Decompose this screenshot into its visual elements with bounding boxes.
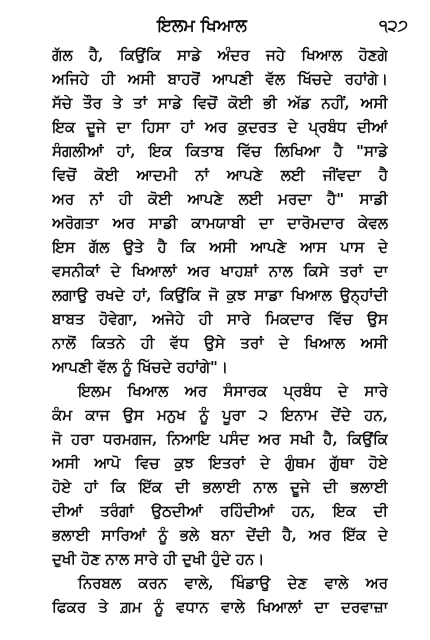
text-line: ਅਸੀ ਆਪੋ ਵਿਚ ਕੁਝ ਇਤਰਾਂ ਦੇ ਗੁੰਥਮ ਗੁੱਥਾ ਹੋਏ xyxy=(52,454,388,472)
running-title: ਇਲਮ ਖਿਆਲ xyxy=(157,16,247,36)
body-text xyxy=(52,43,388,619)
text-line: ਆਪਣੀ ਵੱਲ ਨੂੰ ਖਿੱਚਦੇ ਰਹਾਂਗੇ"। xyxy=(52,358,228,376)
text-line: ਕੰਮ ਕਾਜ ਉਸ ਮਨੁਖ ਨੂੰ ਪੂਰਾ ੨ ਇਨਾਮ ਦੇਂਦੇ ਹਨ, xyxy=(52,406,388,424)
page-header xyxy=(0,14,430,40)
text-line: ਦੀਆਂ ਤਰੰਗਾਂ ਉਠਦੀਆਂ ਰਹਿੰਦੀਆਂ ਹਨ, ਇਕ ਦੀ xyxy=(52,502,388,520)
text-line: ਹੋਏ ਹਾਂ ਕਿ ਇੱਕ ਦੀ ਭਲਾਈ ਨਾਲ ਦੂਜੇ ਦੀ ਭਲਾਈ xyxy=(52,478,388,496)
text-line: ਸੱਚੇ ਤੌਰ ਤੇ ਤਾਂ ਸਾਡੇ ਵਿਚੋਂ ਕੋਈ ਭੀ ਅੱਡ ਨਹੀਂ, ਅਸੀ xyxy=(52,94,388,112)
text-line: ਫਿਕਰ ਤੇ ਗ਼ਮ ਨੂੰ ਵਧਾਨ ਵਾਲੇ ਖਿਆਲਾਂ ਦਾ ਦਰਵਾਜ਼ਾ xyxy=(52,598,388,616)
text-line: ਗੱਲ ਹੈ, ਕਿਉਂਕਿ ਸਾਡੇ ਅੰਦਰ ਜਹੇ ਖਿਆਲ ਹੋਣਗੇ xyxy=(52,46,388,64)
text-line: ਨਿਰਬਲ ਕਰਨ ਵਾਲੇ, ਖਿੰਡਾਉ ਦੇਣ ਵਾਲੇ ਅਰ xyxy=(78,574,388,592)
text-line: ਅਰੋਗਤਾ ਅਰ ਸਾਡੀ ਕਾਮਯਾਬੀ ਦਾ ਦਾਰੋਮਦਾਰ ਕੇਵਲ xyxy=(52,214,388,232)
page-number: ੧੨੭ xyxy=(379,16,408,35)
text-line: ਦੁਖੀ ਹੋਣ ਨਾਲ ਸਾਰੇ ਹੀ ਦੁਖੀ ਹੁੰਦੇ ਹਨ। xyxy=(52,550,265,568)
text-line: ਬਾਬਤ ਹੋਵੇਗਾ, ਅਜੇਹੇ ਹੀ ਸਾਰੇ ਮਿਕਦਾਰ ਵਿੱਚ ਉਸ xyxy=(52,310,388,328)
text-line: ਵਿਚੋਂ ਕੋਈ ਆਦਮੀ ਨਾਂ ਆਪਣੇ ਲਈ ਜੀਂਵਦਾ ਹੈ xyxy=(52,166,388,184)
text-line: ਇਸ ਗੱਲ ਉਤੇ ਹੈ ਕਿ ਅਸੀ ਆਪਣੇ ਆਸ ਪਾਸ ਦੇ xyxy=(52,238,388,256)
text-line: ਅਜਿਹੇ ਹੀ ਅਸੀ ਬਾਹਰੋਂ ਆਪਣੀ ਵੱਲ ਖਿੱਚਦੇ ਰਹਾਂਗੇ। xyxy=(52,70,388,88)
text-line: ਜੋ ਹਰਾ ਧਰਮਗਜ, ਨਿਆਇ ਪਸੰਦ ਅਰ ਸਖੀ ਹੈ, ਕਿਉਂਕਿ xyxy=(52,430,388,448)
text-line: ਭਲਾਈ ਸਾਰਿਆਂ ਨੂੰ ਭਲੇ ਬਨਾ ਦੇਂਦੀ ਹੈ, ਅਰ ਇੱਕ ਦੇ xyxy=(52,526,388,544)
text-line: ਨਾਲੋਂ ਕਿਤਨੇ ਹੀ ਵੱਧ ਉਸੇ ਤਰਾਂ ਦੇ ਖਿਆਲ ਅਸੀ xyxy=(52,334,388,352)
text-line: ਅਰ ਨਾਂ ਹੀ ਕੋਈ ਆਪਣੇ ਲਈ ਮਰਦਾ ਹੈ" ਸਾਡੀ xyxy=(52,190,388,208)
text-line: ਸੰਗਲੀਆਂ ਹਾਂ, ਇਕ ਕਿਤਾਬ ਵਿੱਚ ਲਿਖਿਆ ਹੈ "ਸਾਡੇ xyxy=(52,142,388,160)
text-line: ਇਲਮ ਖਿਆਲ ਅਰ ਸੰਸਾਰਕ ਪ੍ਰਬੰਧ ਦੇ ਸਾਰੇ xyxy=(78,382,388,400)
text-line: ਵਸਨੀਕਾਂ ਦੇ ਖਿਆਲਾਂ ਅਰ ਖਾਹਸ਼ਾਂ ਨਾਲ ਕਿਸੇ ਤਰਾਂ ਦਾ xyxy=(52,262,388,280)
text-line: ਇਕ ਦੂਜੇ ਦਾ ਹਿਸਾ ਹਾਂ ਅਰ ਕੁਦਰਤ ਦੇ ਪ੍ਰਬੰਧ ਦੀਆਂ xyxy=(52,118,388,136)
text-line: ਲਗਾਉ ਰਖਦੇ ਹਾਂ, ਕਿਉਂਕਿ ਜੋ ਕੁਝ ਸਾਡਾ ਖਿਆਲ ਉਨ੍ਹਾਂਦੀ xyxy=(52,286,388,304)
